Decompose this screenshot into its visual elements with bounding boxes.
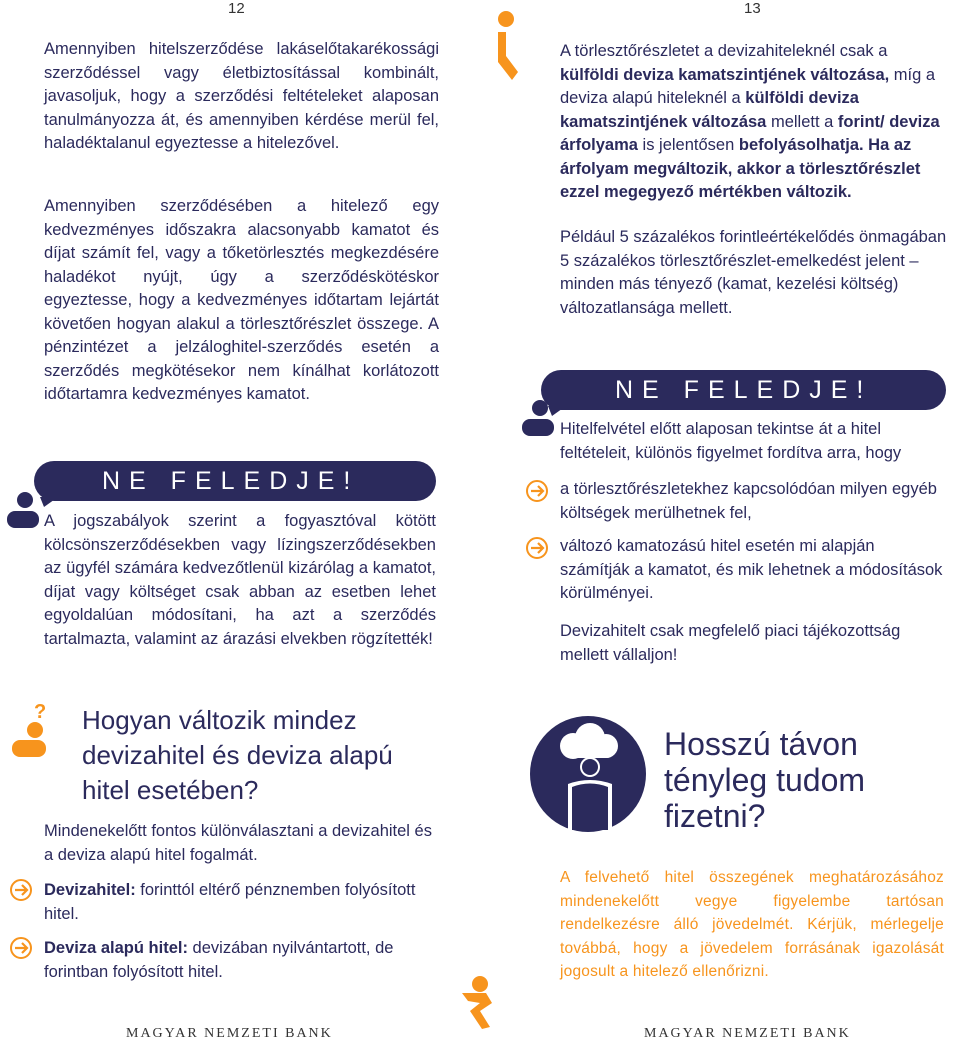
arrow-right-icon — [10, 879, 32, 901]
banner-text: NE FELEDJE! — [615, 375, 873, 404]
right-paragraph-4: Devizahitelt csak megfelelő piaci tájékozottság mellett vállaljon! — [560, 622, 901, 664]
text-span-bold: külföldi deviza kamatszintjének változása — [560, 89, 859, 131]
running-person-icon — [460, 975, 500, 1031]
right-paragraph-1 — [560, 40, 948, 205]
page-number-right: 13 — [744, 0, 761, 17]
person-icon — [520, 398, 554, 438]
banner-text: NE FELEDJE! — [102, 466, 360, 495]
text-span-bold: forint/ deviza árfolyama — [560, 112, 940, 154]
text-span-bold: befolyásolhatja. Ha az árfolyam megváltozik, akkor a törlesztőrészlet ezzel megegyező mértékben változik. — [560, 136, 921, 201]
text-span: mellett a — [766, 112, 838, 131]
right-bullet-2: változó kamatozású hitel esetén mi alapján számítják a kamatot, és mik lehetnek a módosítások körülményei. — [560, 537, 943, 602]
page-number-left: 12 — [228, 0, 245, 17]
banner-tail-icon — [40, 497, 58, 507]
arrow-right-icon — [526, 480, 548, 502]
right-heading: Hosszú távon tényleg tudom fizetni? — [664, 726, 866, 834]
right-paragraph-2: Például 5 százalékos forintleértékelődés önmagában 5 százalékos törlesztőrészlet-emelkedést jelent – minden más tényező (kamat, kezelési költség) változatlansága mellett. — [560, 228, 947, 317]
footer-left: MAGYAR NEMZETI BANK — [126, 1026, 333, 1041]
running-person-icon — [492, 10, 522, 82]
left-bullet-2 — [44, 937, 436, 984]
left-paragraph-3: A jogszabályok szerint a fogyasztóval kötött kölcsönszerződésekben vagy lízingszerződésekben az ügyfél számára kedvezőtlenül kizárólag a kamatot, díjat vagy költséget csak abban az esetben lehet egyoldalúan módosítani, ha azt a szerződés tartalmazta, valamint az árazási elvekben rögzítették! — [44, 512, 436, 648]
ne-feledje-banner-right — [541, 370, 946, 410]
ne-feledje-banner-left — [34, 461, 436, 501]
text-span-bold: külföldi deviza kamatszintjének változása, — [560, 65, 890, 84]
bullet-text: devizában nyilvántartott, de forintban folyósított hitel. — [44, 939, 394, 981]
left-paragraph-4: Mindenekelőtt fontos különválasztani a devizahitel és a deviza alapú hitel fogalmát. — [44, 822, 432, 864]
thinking-person-cloud-icon — [528, 712, 652, 842]
footer-right: MAGYAR NEMZETI BANK — [644, 1026, 851, 1041]
left-bullet-1 — [44, 879, 436, 926]
left-heading: Hogyan változik mindez devizahitel és deviza alapú hitel esetében? — [82, 705, 393, 805]
arrow-right-icon — [10, 937, 32, 959]
bullet-text: forinttól eltérő pénznemben folyósított hitel. — [44, 881, 416, 923]
question-person-icon — [8, 700, 48, 760]
left-paragraph-2: Amennyiben szerződésében a hitelező egy kedvezményes időszakra alacsonyabb kamatot és díjat számít fel, vagy a tőketörlesztés megkezdésére haladékot nyújt, úgy a szerződéskötéskor egyeztesse, hogy a kedvezményes időtartam lejártát követően hogyan alakul a törlesztőrészlet összege. A pénzintézet a jelzáloghitel-szerződés esetén a szerződés megkötésekor nem kínálhat korlátozott időtartamra kedvezményes kamatot. — [44, 197, 439, 403]
bullet-term: Deviza alapú hitel: — [44, 939, 188, 957]
arrow-right-icon — [526, 537, 548, 559]
text-span: is jelentősen — [637, 136, 739, 154]
text-span: míg a deviza alapú hiteleknél a — [560, 65, 936, 107]
right-bullet-1: a törlesztőrészletekhez kapcsolódóan milyen egyéb költségek merülhetnek fel, — [560, 480, 937, 522]
svg-text:?: ? — [34, 701, 47, 723]
text-span: A törlesztőrészletet a devizahiteleknél csak a — [560, 42, 888, 60]
right-paragraph-3: Hitelfelvétel előtt alaposan tekintse át a hitel feltételeit, különös figyelmet fordítva arra, hogy — [560, 420, 902, 462]
person-icon — [5, 490, 39, 530]
bullet-term: Devizahitel: — [44, 881, 136, 899]
right-paragraph-5: A felvehető hitel összegének meghatározásához mindenekelőtt vegye figyelembe tartósan rendelkezésre álló jövedelmét. Kérjük, mérlegelje továbbá, hogy a jövedelem forrásának igazolását jogosult a hitelező ellenőrizni. — [560, 869, 944, 980]
left-paragraph-1: Amennyiben hitelszerződése lakáselőtakarékossági szerződéssel vagy életbiztosítással kombinált, javasoljuk, hogy a szerződési feltételeket alaposan tanulmányozza át, és amennyiben kérdése merül fel, haladéktalanul egyeztesse a hitelezővel. — [44, 40, 439, 152]
